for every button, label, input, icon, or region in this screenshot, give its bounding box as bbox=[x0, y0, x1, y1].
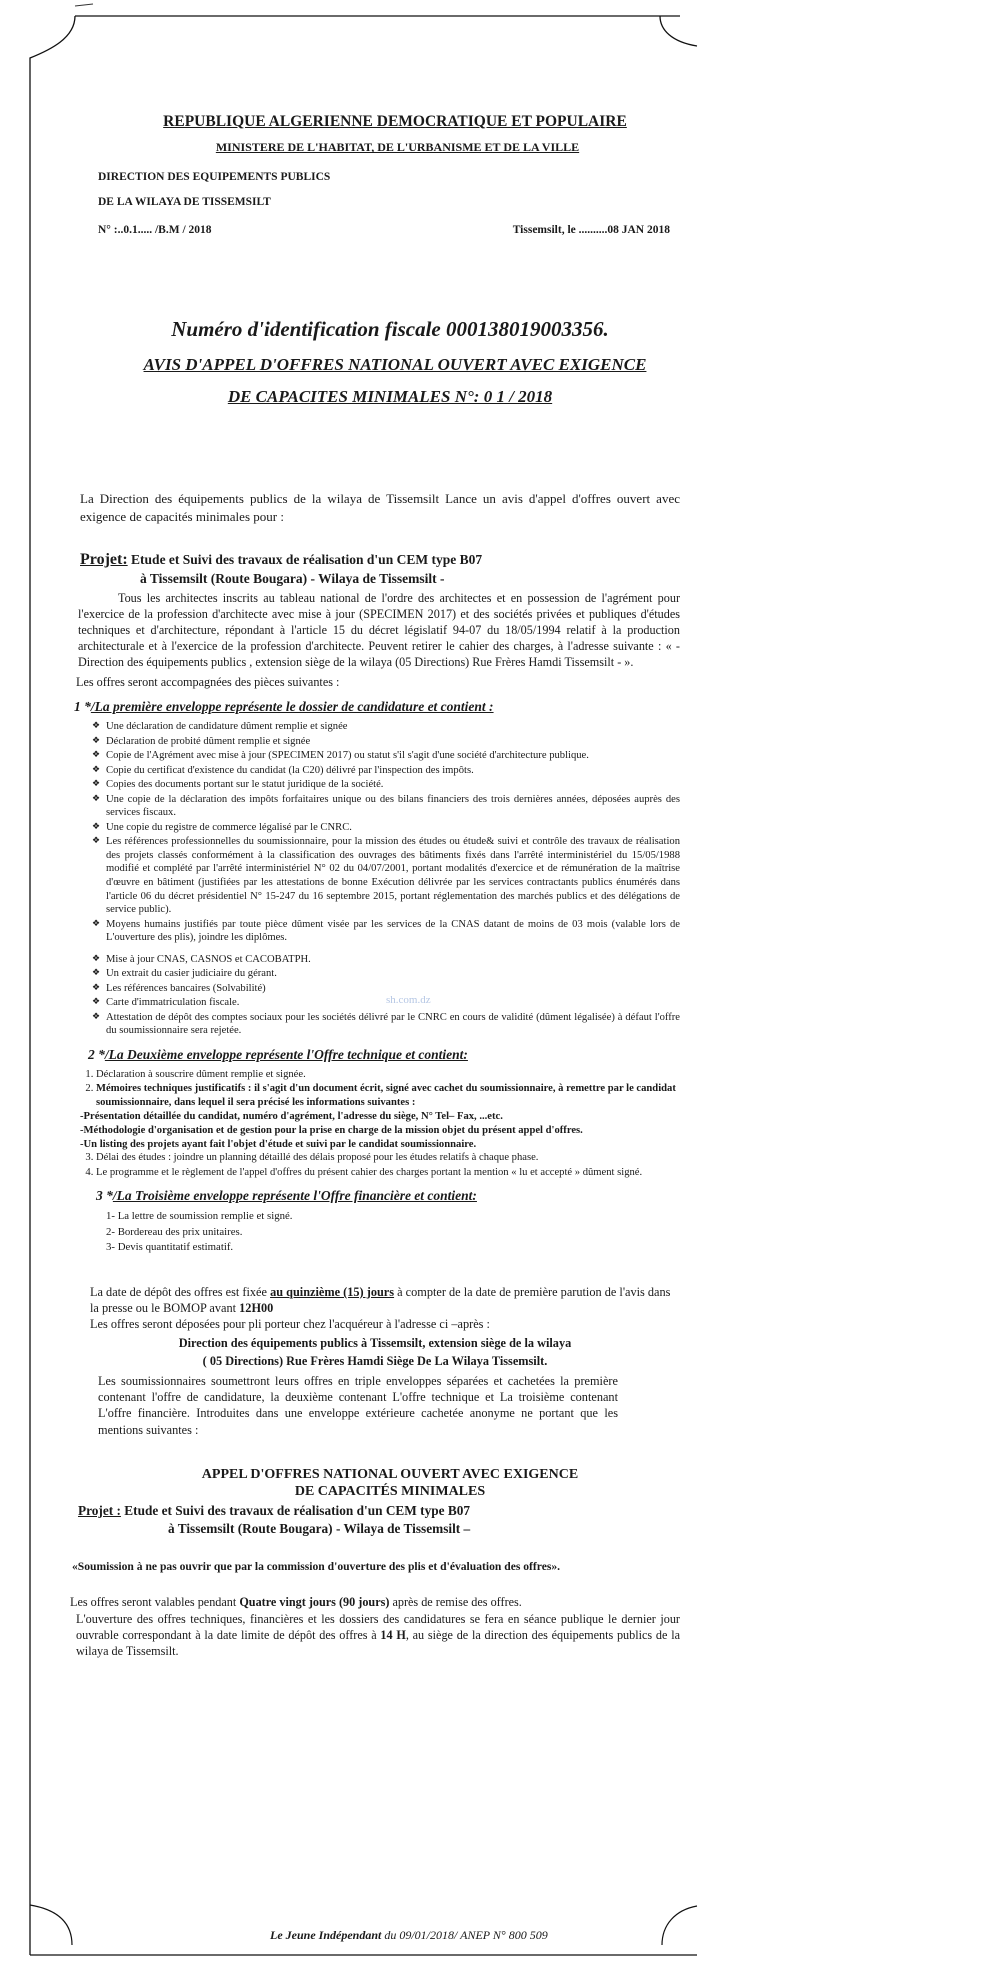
ministry-title: MINISTERE DE L'HABITAT, DE L'URBANISME ET DE LA VILLE bbox=[215, 140, 580, 155]
validity-line bbox=[70, 1594, 680, 1610]
list-item bbox=[96, 1082, 680, 1109]
list-item: ❖ Une déclaration de candidature dûment remplie et signée bbox=[92, 720, 680, 734]
envelope-project-label: Projet : bbox=[78, 1503, 121, 1519]
list-item: ❖ Copie du certificat d'existence du candidat (la C20) délivré par l'inspection des impôts. bbox=[92, 764, 680, 778]
envelope-label-title bbox=[100, 1466, 680, 1500]
list-item: ❖ Mise à jour CNAS, CASNOS et CACOBATPH. bbox=[92, 953, 680, 967]
validity-text-a: Les offres seront valables pendant bbox=[70, 1595, 240, 1610]
section1-number: 1 * bbox=[74, 699, 91, 715]
section2-number: 2 * bbox=[88, 1047, 105, 1063]
tax-id: Numéro d'identification fiscale 000138019003356. bbox=[171, 316, 609, 341]
publication-footer bbox=[270, 1928, 548, 1943]
envelope-title-line2: DE CAPACITÉS MINIMALES bbox=[294, 1484, 486, 1499]
list-item: ❖ Les références bancaires (Solvabilité) bbox=[92, 982, 680, 996]
opening-text-f: , au siège de la direction des équipements publics de la wilaya de Tissemsilt. bbox=[76, 1627, 680, 1658]
project-block bbox=[80, 549, 680, 588]
envelope-project-line2: à Tissemsilt (Route Bougara) - Wilaya de Tissemsilt – bbox=[168, 1520, 471, 1536]
deadline-text-c: à compter de la date de première parution de l'avis dans la presse ou le BOMOP avant bbox=[90, 1284, 671, 1316]
reference-number: N° :..0.1..... /B.M / 2018 bbox=[98, 223, 212, 236]
project-label: Projet: bbox=[80, 550, 128, 568]
list-item: 2- Bordereau des prix unitaires. bbox=[106, 1225, 243, 1238]
envelope-project-line1: Etude et Suivi des travaux de réalisation d'un CEM type B07 bbox=[120, 1503, 471, 1519]
list-item: 3- Devis quantitatif estimatif. bbox=[106, 1241, 234, 1254]
watermark: sh.com.dz bbox=[386, 994, 431, 1006]
envelopes-paragraph: Les soumissionnaires soumettront leurs offres en triple enveloppes séparées et cachetées la première contenant l'offre de candidature, la deuxième contenant L'offre technique et La troisième contenant L'offre financière. Introduites dans une enveloppe extérieure cachetée anonyme ne portant que les mentions suivantes : bbox=[98, 1374, 618, 1437]
publication-ref: du 09/01/2018/ ANEP N° 800 509 bbox=[381, 1928, 548, 1942]
notice-title-line1: AVIS D'APPEL D'OFFRES NATIONAL OUVERT AVEC EXIGENCE bbox=[143, 354, 647, 374]
list-item: ❖ Attestation de dépôt des comptes sociaux pour les sociétés délivré par le CNRC en cours de validité (dûment légalisée) à défaut l'offre du soumissionnaire sera rejetée. bbox=[92, 1011, 680, 1038]
validity-duration: Quatre vingt jours (90 jours) bbox=[239, 1595, 390, 1610]
deposit-address-2: ( 05 Directions) Rue Frères Hamdi Siège De La Wilaya Tissemsilt. bbox=[202, 1353, 548, 1368]
section3-title bbox=[96, 1187, 680, 1205]
place-date: Tissemsilt, le ..........08 JAN 2018 bbox=[512, 223, 670, 236]
list-item: ❖ Carte d'immatriculation fiscale. bbox=[92, 996, 680, 1010]
notice-title-line2: DE CAPACITES MINIMALES N°: 0 1 / 2018 bbox=[227, 386, 553, 406]
list-item: ❖ Copie de l'Agrément avec mise à jour (SPECIMEN 2017) ou statut s'il s'agit d'une société d'architecture publique. bbox=[92, 749, 680, 763]
list-item: ❖ Une copie de la déclaration des impôts forfaitaires unique ou des bilans financiers des trois dernières années, déposées auprès des services fiscaux. bbox=[92, 793, 680, 820]
list-item: 3. Délai des études : joindre un planning détaillé des délais proposé pour les études relatifs à chaque phase. bbox=[96, 1151, 680, 1165]
opening-paragraph bbox=[76, 1611, 680, 1659]
eligibility-paragraph: Tous les architectes inscrits au tableau national de l'ordre des architectes et en possession de l'agrément pour l'exercice de la profession d'architecte avec mise à jour (SPECIMEN 2017) et des sociétés privées et publiques d'études techniques et d'architecture, répondant à l'article 15 du décret législatif 94-07 du 18/05/1994 relatif à la production architecturale et à l'exercice de la profession d'architecte. Peuvent retirer le cahier des charges, à l'adresse suivante : « -Direction des équipements publics , extension siège de la wilaya (05 Directions) Rue Frères Hamdi Tissemsilt - ». bbox=[78, 590, 680, 669]
list-item: ❖ Une copie du registre de commerce légalisé par le CNRC. bbox=[92, 821, 680, 835]
envelope-title-line1: APPEL D'OFFRES NATIONAL OUVERT AVEC EXIGENCE bbox=[201, 1466, 579, 1482]
section2-sub-2: -Méthodologie d'organisation et de gestion pour la prise en charge de la mission objet du présent appel d'offres. bbox=[80, 1125, 583, 1137]
wilaya-name: DE LA WILAYA DE TISSEMSILT bbox=[98, 196, 271, 209]
list-item: ❖ Déclaration de probité dûment remplie et signée bbox=[92, 735, 680, 749]
section2-list bbox=[70, 1068, 680, 1110]
document-body bbox=[70, 112, 680, 1659]
newspaper-name: Le Jeune Indépendant bbox=[270, 1928, 382, 1942]
list-item: 1- La lettre de soumission remplie et signé. bbox=[106, 1210, 293, 1223]
intro-paragraph: La Direction des équipements publics de la wilaya de Tissemsilt Lance un avis d'appel d'offres ouvert avec exigence de capacités minimales pour : bbox=[80, 491, 680, 524]
deadline-paragraph bbox=[90, 1284, 680, 1333]
opening-hour: 14 H bbox=[380, 1627, 406, 1642]
section2-title bbox=[88, 1046, 680, 1064]
envelope-project bbox=[78, 1502, 680, 1537]
list-item: 1. Déclaration à souscrire dûment remplie et signée. bbox=[96, 1068, 680, 1082]
section1-list-a bbox=[70, 720, 680, 945]
section2-sub-3: -Un listing des projets ayant fait l'objet d'étude et suivi par le candidat soumissionnaire. bbox=[80, 1138, 477, 1150]
deposit-address-1: Direction des équipements publics à Tissemsilt, extension siège de la wilaya bbox=[178, 1335, 572, 1350]
do-not-open-note: «Soumission à ne pas ouvrir que par la commission d'ouverture des plis et d'évaluation des offres». bbox=[72, 1560, 561, 1574]
validity-text-c: après de remise des offres. bbox=[389, 1595, 522, 1610]
opening-text-d: L'ouverture des offres techniques, financières et les dossiers des candidatures se fera en séance publique le dernier jour ouvrable correspondant à la date limite de dépôt des offres à bbox=[76, 1611, 680, 1642]
section2-sub-1: -Présentation détaillée du candidat, numéro d'agrément, l'adresse du siège, N° Tel– Fax, ...etc. bbox=[80, 1111, 503, 1123]
section3-heading: /La Troisième enveloppe représente l'Offre financière et contient: bbox=[112, 1188, 477, 1204]
deadline-text-a: La date de dépôt des offres est fixée bbox=[90, 1284, 271, 1299]
section2-heading: /La Deuxième enveloppe représente l'Offre technique et contient: bbox=[104, 1047, 468, 1063]
project-line1: Etude et Suivi des travaux de réalisation d'un CEM type B07 bbox=[127, 551, 483, 567]
section3-number: 3 * bbox=[96, 1188, 113, 1204]
list-item: ❖ Les références professionnelles du soumissionnaire, pour la mission des études ou étude& suivi et contrôle des travaux de réalisation des projets classés conformément à la classification des ouvrages des bâtiments fixés dans l'arrêté interministériel du 15/05/1988 modifié et complété par l'arrêté interministériel N° 02 du 04/07/2001, portant modalités d'exercice et de rémunération de la maîtrise d'œuvre en bâtiment (justifiées par les attestations de bonne Exécution délivrée par les services contractants publics énumérés dans l'article 06 du décret présidentiel N° 15-247 du 16 septembre 2015, portant réglementation des marchés publics et des délégations de service public). bbox=[92, 835, 680, 916]
direction-name: DIRECTION DES EQUIPEMENTS PUBLICS bbox=[98, 171, 331, 184]
section1-list-b bbox=[70, 953, 680, 1038]
list-item: ❖ Copies des documents portant sur le statut juridique de la société. bbox=[92, 778, 680, 792]
documents-intro: Les offres seront accompagnées des pièces suivantes : bbox=[76, 675, 340, 690]
list-item: 4. Le programme et le règlement de l'appel d'offres du présent cahier des charges portant la mention « lu et accepté » dûment signé. bbox=[96, 1166, 680, 1180]
deadline-hour: 12H00 bbox=[239, 1301, 274, 1316]
list-item: ❖ Moyens humains justifiés par toute pièce dûment visée par les services de la CNAS datant de moins de 03 mois (valable lors de L'ouverture des plis), joindre les diplômes. bbox=[92, 918, 680, 945]
reference-line bbox=[98, 223, 670, 238]
section1-heading: /La première enveloppe représente le dossier de candidature et contient : bbox=[90, 699, 494, 715]
section2-list-cont bbox=[70, 1151, 680, 1179]
list-item: ❖ Un extrait du casier judiciaire du gérant. bbox=[92, 967, 680, 981]
section1-title bbox=[74, 698, 680, 716]
republic-title: REPUBLIQUE ALGERIENNE DEMOCRATIQUE ET POPULAIRE bbox=[163, 113, 627, 130]
section3-list bbox=[106, 1209, 680, 1256]
list-item-text: Mémoires techniques justificatifs : il s'agit d'un document écrit, signé avec cachet du soumissionnaire, à remettre par le candidat soumissionnaire, dans lequel il sera précisé les informations suivantes : bbox=[96, 1083, 676, 1108]
deadline-days: au quinzième (15) jours bbox=[270, 1284, 395, 1299]
deposit-instruction: Les offres seront déposées pour pli porteur chez l'acquéreur à l'adresse ci –après : bbox=[90, 1317, 490, 1332]
project-line2: à Tissemsilt (Route Bougara) - Wilaya de Tissemsilt - bbox=[140, 570, 445, 586]
